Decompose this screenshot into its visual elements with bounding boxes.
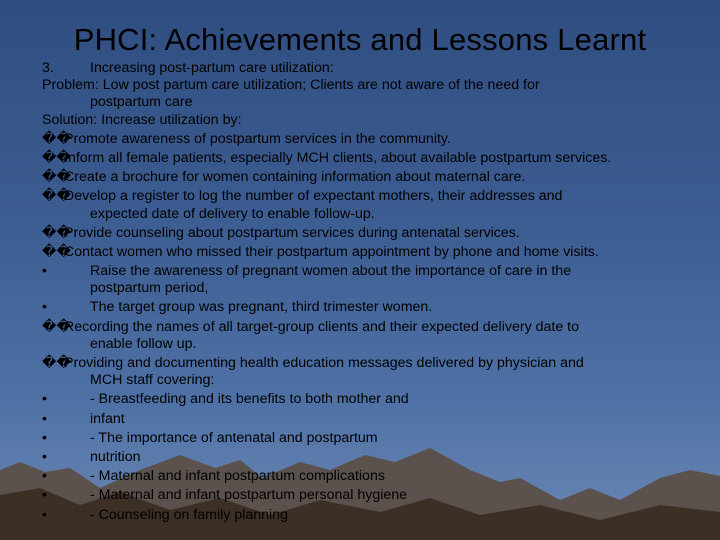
list-item: �� Promote awareness of postpartum services in the community. — [42, 130, 451, 147]
list-item: • - Breastfeeding and its benefits to both mother and — [42, 391, 409, 408]
list-item: �� Providing and documenting health education messages delivered by physician and — [42, 355, 584, 371]
list-item: • infant — [42, 410, 125, 427]
list-item: expected date of delivery to enable follow-up. — [90, 205, 375, 222]
list-item: • - The importance of antenatal and postpartum — [42, 429, 378, 446]
list-item: postpartum period, — [90, 280, 209, 297]
list-item: MCH staff covering: — [90, 372, 215, 389]
slide-body — [42, 60, 702, 524]
list-item: �� Develop a register to log the number of expectant mothers, their addresses and — [42, 188, 563, 205]
list-item: �� Recording the names of all target-group clients and their expected delivery date to — [42, 318, 579, 335]
list-item: • Raise the awareness of pregnant women about the importance of care in the — [42, 263, 572, 280]
list-item: • - Maternal and infant postpartum personal hygiene — [42, 487, 408, 504]
list-item: 3. Increasing post-partum care utilization: — [42, 60, 334, 76]
list-item: �� Inform all female patients, especially MCH clients, about available postpartum services. — [42, 149, 612, 166]
list-item: • - Maternal and infant postpartum complications — [42, 468, 385, 485]
list-item: Solution: Increase utilization by: — [42, 111, 242, 128]
list-item: Problem: Low post partum care utilization; Clients are not aware of the need for — [42, 77, 540, 94]
list-item: • nutrition — [42, 448, 141, 465]
list-item: �� Contact women who missed their postpartum appointment by phone and home visits. — [42, 243, 599, 260]
list-item: enable follow up. — [90, 335, 197, 352]
list-item: �� Create a brochure for women containing information about maternal care. — [42, 169, 526, 186]
list-item: • - Counseling on family planning — [42, 506, 288, 523]
list-item: • The target group was pregnant, third trimester women. — [42, 299, 433, 316]
list-item: postpartum care — [90, 94, 193, 111]
list-item: �� Provide counseling about postpartum services during antenatal services. — [42, 224, 520, 241]
slide-title: PHCI: Achievements and Lessons Learnt — [73, 22, 647, 57]
